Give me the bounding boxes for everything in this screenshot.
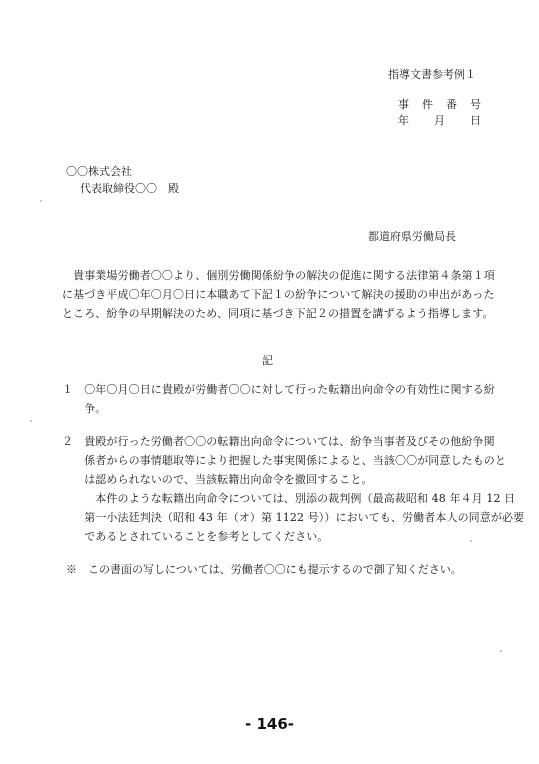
scan-speck <box>470 540 472 542</box>
document-label: 指導文書参考例１ <box>388 68 476 81</box>
item-2-line: ２ 貴殿が行った労働者〇〇の転籍出向命令については、紛争当事者及びその他紛争関 <box>62 435 495 448</box>
item-2 <box>62 432 525 546</box>
intro-line: に基づき平成〇年〇月〇日に本職あて下記１の紛争について解決の援助の申出があった <box>62 288 495 301</box>
item-2-line: は認められないので、当該転籍出向命令を撤回すること。 <box>62 473 373 486</box>
item-2-line: であるとされていることを参考としてください。 <box>62 530 329 543</box>
item-1-line: １ 〇年〇月〇日に貴殿が労働者〇〇に対して行った転籍出向命令の有効性に関する紛 <box>62 383 495 396</box>
case-number-label: 事 件 番 号 <box>398 98 482 111</box>
addressee-person: 代表取締役〇〇 殿 <box>80 182 179 195</box>
page-number: - 146- <box>245 715 294 733</box>
item-2-line: 第一小法廷判決（昭和 43 年（オ）第 1122 号））においても、労働者本人の同意が必要 <box>62 511 525 524</box>
scan-speck <box>500 650 502 652</box>
sender-title: 都道府県労働局長 <box>368 230 456 243</box>
intro-paragraph <box>62 266 495 323</box>
intro-line: ところ、紛争の早期解決のため、同項に基づき下記２の措置を講ずるよう指導します。 <box>62 307 494 320</box>
scan-speck <box>30 420 32 422</box>
intro-line: 貴事業場労働者〇〇より、個別労働関係紛争の解決の促進に関する法律第４条第１項 <box>62 269 495 282</box>
note-line: ※ この書面の写しについては、労働者〇〇にも提示するので御了知ください。 <box>66 563 462 576</box>
date-label: 年 月 日 <box>398 114 482 127</box>
item-2-line: 係者からの事情聴取等により把握した事実関係によると、当該〇〇が同意したものと <box>62 454 506 467</box>
item-1-line: 争。 <box>62 402 107 415</box>
scan-speck <box>40 200 42 202</box>
item-1 <box>62 380 495 418</box>
addressee-company: 〇〇株式会社 <box>66 165 132 178</box>
item-2-line: 本件のような転籍出向命令については、別添の裁判例（最高裁昭和 48 年４月 12 日 <box>62 492 516 505</box>
ki-heading: 記 <box>262 354 273 367</box>
